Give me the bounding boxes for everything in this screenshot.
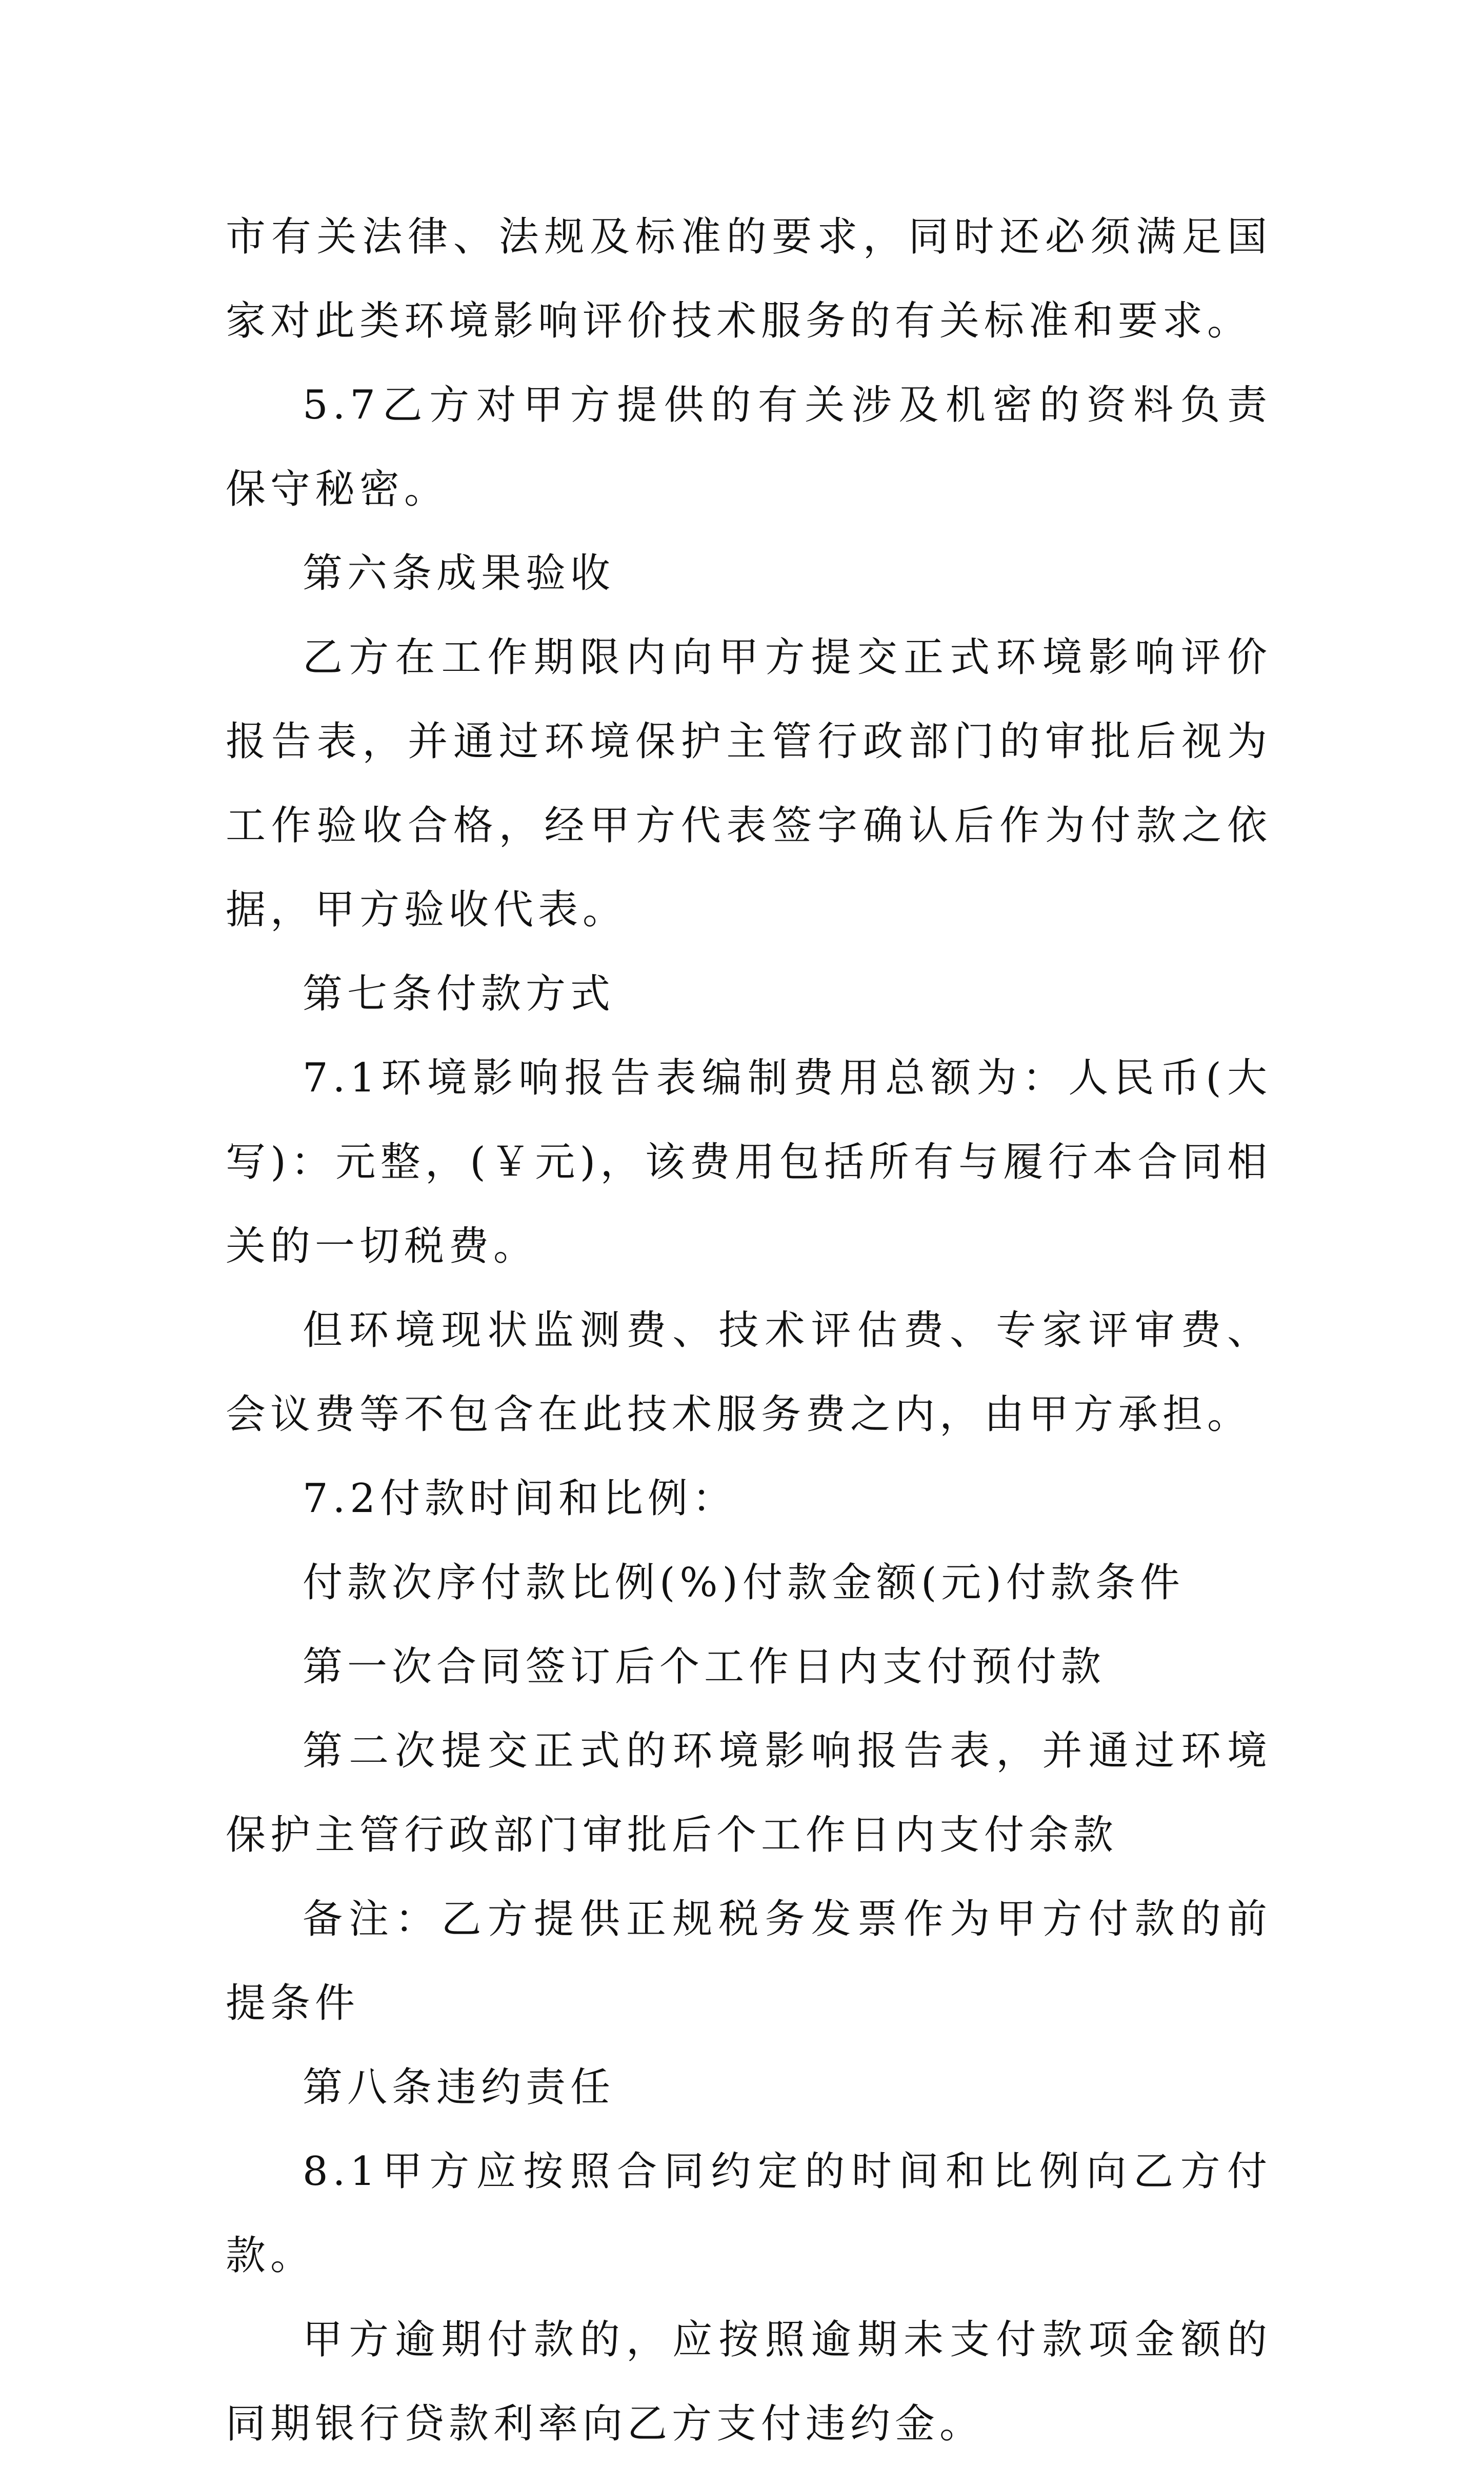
heading-article-8: 第八条违约责任 — [303, 2064, 615, 2111]
paragraph-clause-7-1: 7.1环境影响报告表编制费用总额为：人民币(大写)：元整，(￥元)，该费用包括所有与履行本合同相关的一切税费。 — [226, 1055, 1272, 1269]
heading-article-6: 第六条成果验收 — [303, 550, 615, 596]
payment-row-second: 第二次提交正式的环境影响报告表，并通过环境保护主管行政部门审批后个工作日内支付余款 — [226, 1728, 1272, 1858]
paragraph-excluded-fees: 但环境现状监测费、技术评估费、专家评审费、会议费等不包含在此技术服务费之内，由甲方承担。 — [226, 1307, 1272, 1438]
document-body — [226, 195, 1272, 2466]
paragraph-requirements-continued: 市有关法律、法规及标准的要求，同时还必须满足国家对此类环境影响评价技术服务的有关标准和要求。 — [226, 214, 1272, 344]
paragraph-clause-8-1: 8.1甲方应按照合同约定的时间和比例向乙方付款。 — [226, 2149, 1272, 2279]
paragraph-clause-7-2: 7.2付款时间和比例： — [303, 1476, 737, 1522]
payment-row-first: 第一次合同签订后个工作日内支付预付款 — [303, 1644, 1106, 1690]
payment-remark: 备注：乙方提供正规税务发票作为甲方付款的前提条件 — [226, 1896, 1272, 2026]
paragraph-acceptance: 乙方在工作期限内向甲方提交正式环境影响评价报告表，并通过环境保护主管行政部门的审批后视为工作验收合格，经甲方代表签字确认后作为付款之依据，甲方验收代表。 — [226, 634, 1272, 933]
paragraph-clause-5-7: 5.7乙方对甲方提供的有关涉及机密的资料负责保守秘密。 — [226, 382, 1272, 512]
payment-table-header: 付款次序付款比例(%)付款金额(元)付款条件 — [303, 1560, 1185, 1606]
paragraph-late-payment: 甲方逾期付款的，应按照逾期未支付款项金额的同期银行贷款利率向乙方支付违约金。 — [226, 2317, 1272, 2447]
heading-article-7: 第七条付款方式 — [303, 971, 615, 1017]
